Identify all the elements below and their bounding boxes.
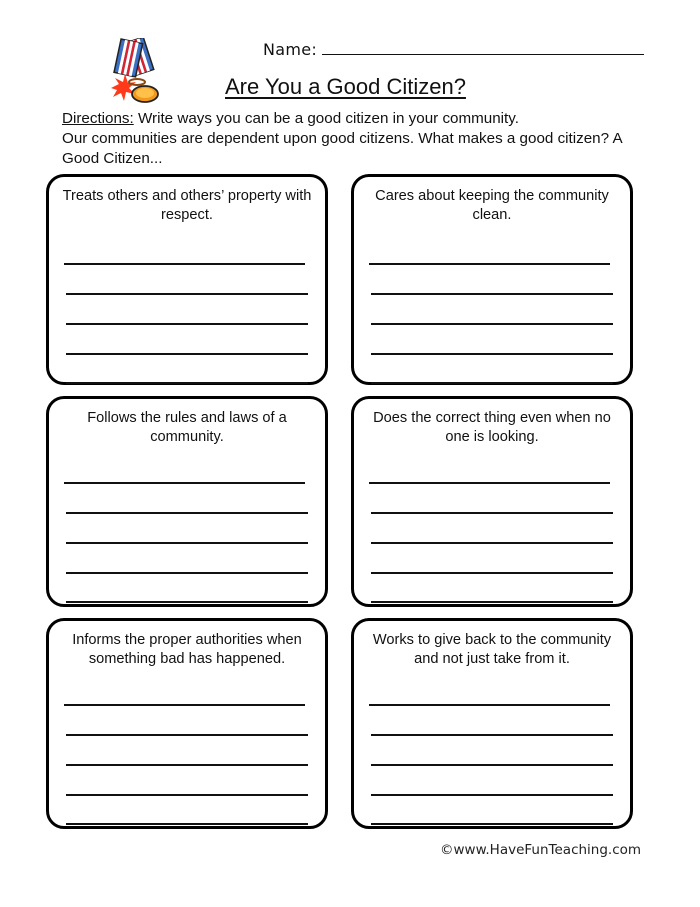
box-prompt: Treats others and others’ property with respect. — [62, 188, 312, 223]
answer-line[interactable] — [64, 704, 305, 706]
answer-line[interactable] — [371, 823, 613, 825]
answer-line[interactable] — [66, 601, 308, 603]
answer-line[interactable] — [371, 323, 613, 325]
name-label: Name: — [263, 40, 318, 59]
answer-box-6 — [351, 618, 633, 829]
answer-line[interactable] — [369, 704, 610, 706]
answer-line[interactable] — [371, 601, 613, 603]
name-field[interactable] — [263, 40, 644, 59]
answer-line[interactable] — [371, 512, 613, 514]
answer-line[interactable] — [66, 323, 308, 325]
answer-line[interactable] — [66, 572, 308, 574]
answer-line[interactable] — [66, 353, 308, 355]
answer-line[interactable] — [66, 794, 308, 796]
answer-line[interactable] — [371, 382, 613, 384]
directions-line2: Our communities are dependent upon good citizens. What makes a good citizen? A Good Citizen... — [62, 130, 622, 167]
answer-line[interactable] — [371, 542, 613, 544]
answer-line[interactable] — [66, 293, 308, 295]
name-blank-line[interactable] — [322, 40, 644, 55]
directions-label: Directions: — [62, 110, 134, 127]
answer-line[interactable] — [371, 794, 613, 796]
answer-line[interactable] — [66, 382, 308, 384]
answer-line[interactable] — [64, 263, 305, 265]
answer-line[interactable] — [371, 734, 613, 736]
answer-line[interactable] — [371, 293, 613, 295]
box-prompt: Works to give back to the community and not just take from it. — [372, 632, 612, 667]
answer-line[interactable] — [369, 482, 610, 484]
answer-line[interactable] — [66, 764, 308, 766]
answer-line[interactable] — [371, 764, 613, 766]
answer-line[interactable] — [66, 823, 308, 825]
box-prompt: Does the correct thing even when no one is looking. — [373, 410, 611, 445]
answer-line[interactable] — [369, 263, 610, 265]
answer-box-2 — [351, 174, 633, 385]
answer-box-5 — [46, 618, 328, 829]
answer-box-1 — [46, 174, 328, 385]
directions-line1: Write ways you can be a good citizen in your community. — [133, 110, 519, 127]
page-title: Are You a Good Citizen? — [225, 74, 466, 99]
answer-box-4 — [351, 396, 633, 607]
answer-line[interactable] — [371, 353, 613, 355]
answer-line[interactable] — [66, 542, 308, 544]
answer-box-3 — [46, 396, 328, 607]
copyright-footer: ©www.HaveFunTeaching.com — [440, 842, 642, 858]
answer-line[interactable] — [371, 572, 613, 574]
answer-line[interactable] — [66, 734, 308, 736]
box-prompt: Cares about keeping the community clean. — [375, 188, 609, 223]
box-prompt: Follows the rules and laws of a community. — [87, 410, 287, 445]
medal-icon — [103, 38, 173, 108]
box-prompt: Informs the proper authorities when something bad has happened. — [72, 632, 302, 667]
answer-line[interactable] — [66, 512, 308, 514]
answer-line[interactable] — [64, 482, 305, 484]
directions — [62, 109, 622, 169]
